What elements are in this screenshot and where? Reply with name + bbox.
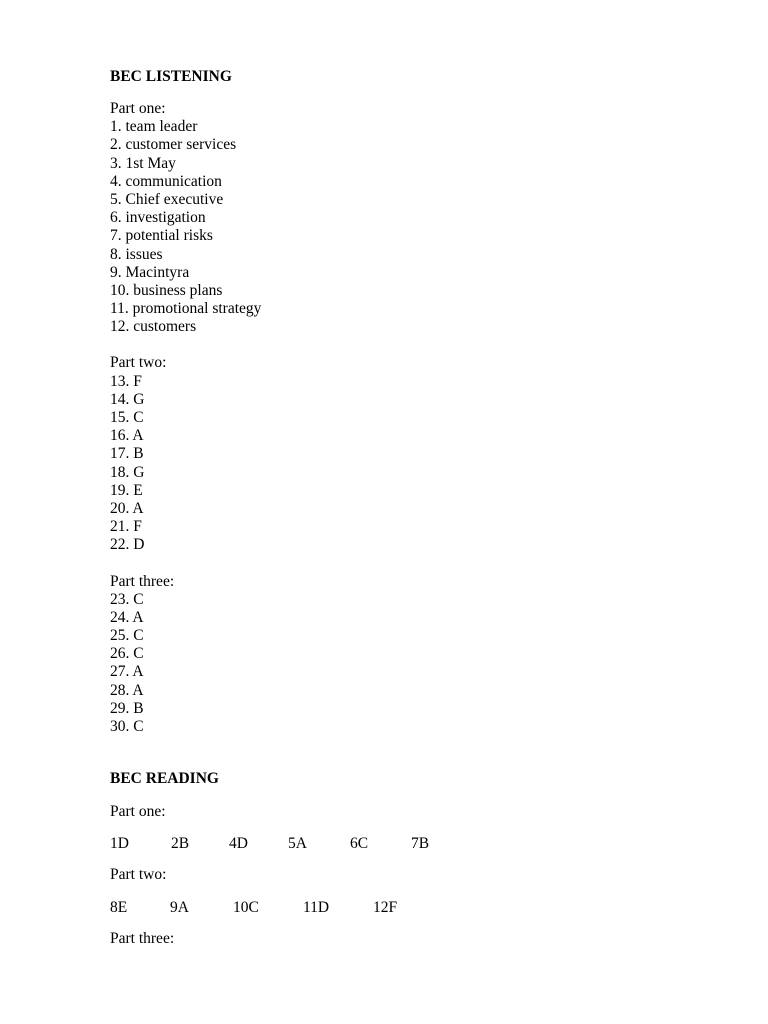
answer-line: 11. promotional strategy [110, 300, 262, 318]
listening-part-two [110, 354, 710, 554]
answer-line: 15. C [110, 409, 144, 426]
answer-line: 20. A [110, 499, 144, 517]
reading-part-two-label: Part two: [110, 866, 167, 883]
answer-line: 26. C [110, 645, 144, 663]
answer-line: 8. issues [110, 245, 163, 263]
listening-part-three-label: Part three: [110, 572, 175, 590]
answer-line: 13. F [110, 372, 142, 390]
answer-line: 6. investigation [110, 209, 206, 227]
reading-title: BEC READING [110, 770, 219, 787]
answer-line: 22. D [110, 536, 145, 554]
reading-answer: 1D [110, 835, 129, 852]
answer-line: 1. team leader [110, 118, 198, 136]
answer-line: 4. communication [110, 172, 222, 190]
listening-part-two-label: Part two: [110, 354, 167, 372]
answer-line: 30. C [110, 718, 144, 735]
listening-part-one [110, 100, 710, 336]
answer-line: 5. Chief executive [110, 190, 224, 208]
answer-line: 16. A [110, 427, 144, 445]
reading-answer: 7B [411, 835, 430, 852]
answer-line: 17. B [110, 445, 144, 463]
reading-part-two-answers [110, 899, 510, 917]
reading-answer: 5A [288, 835, 307, 852]
answer-line: 25. C [110, 627, 144, 645]
answer-line: 21. F [110, 518, 142, 536]
reading-part-three-label: Part three: [110, 930, 175, 947]
answer-line: 27. A [110, 663, 144, 681]
answer-line: 10. business plans [110, 281, 223, 299]
answer-line: 28. A [110, 681, 144, 699]
reading-answer: 11D [303, 899, 330, 916]
answer-line: 19. E [110, 481, 143, 499]
answer-line: 12. customers [110, 318, 197, 336]
answer-line: 7. potential risks [110, 227, 213, 245]
listening-part-one-label: Part one: [110, 100, 166, 117]
answer-line: 3. 1st May [110, 154, 176, 172]
answer-line: 24. A [110, 608, 144, 626]
reading-answer: 10C [233, 899, 259, 916]
reading-answer: 4D [229, 835, 248, 852]
answer-line: 9. Macintyra [110, 263, 190, 281]
document-page [110, 68, 710, 947]
reading-answer: 2B [171, 835, 190, 852]
answer-line: 29. B [110, 699, 144, 717]
listening-title: BEC LISTENING [110, 68, 232, 85]
reading-part-one-answers [110, 835, 510, 853]
reading-part-one-label: Part one: [110, 803, 166, 820]
reading-answer: 9A [170, 899, 189, 916]
listening-part-three [110, 573, 710, 737]
reading-answer: 12F [373, 899, 398, 916]
answer-line: 23. C [110, 590, 144, 608]
answer-line: 2. customer services [110, 136, 237, 154]
answer-line: 18. G [110, 463, 145, 481]
reading-answer: 6C [350, 835, 369, 852]
reading-answer: 8E [110, 899, 128, 916]
answer-line: 14. G [110, 390, 145, 408]
